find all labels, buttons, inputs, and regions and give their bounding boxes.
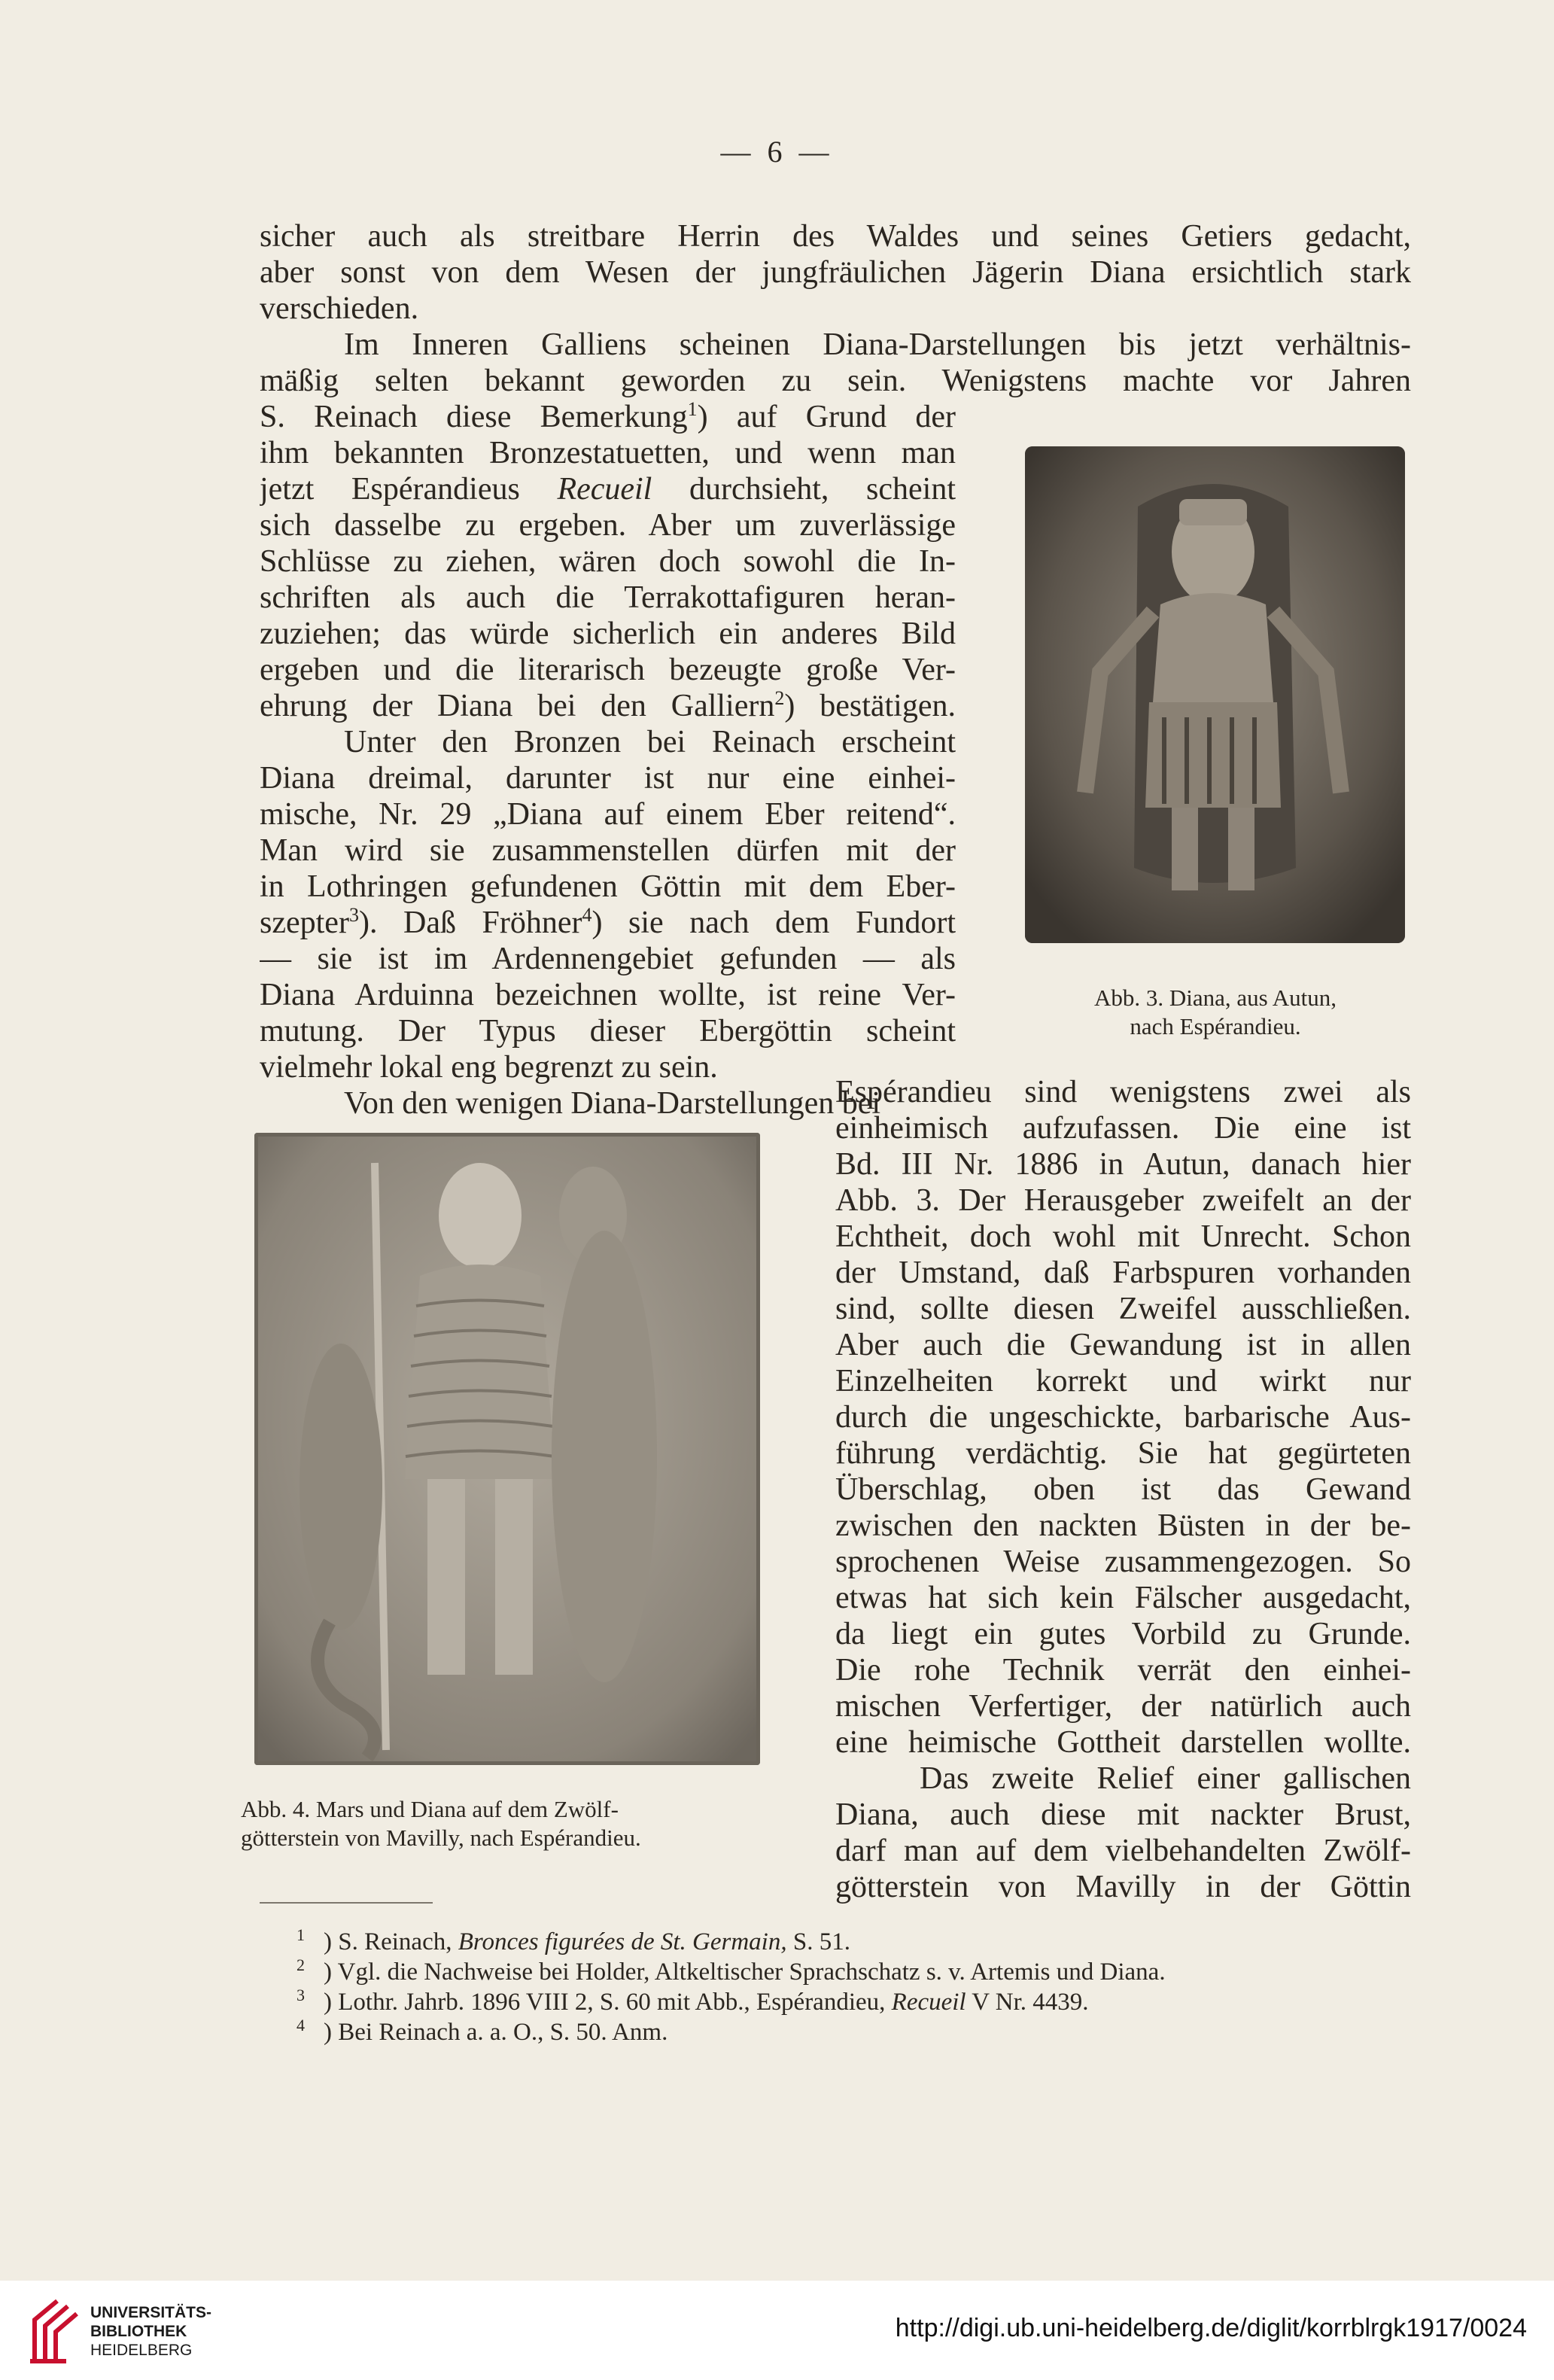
library-logo-icon [27, 2297, 81, 2365]
text-line: sprochenen Weise zusammengezogen. So [835, 1545, 1411, 1579]
footnote-ref: 4 [582, 905, 592, 926]
text-line: Die rohe Technik verrät den einhei- [835, 1653, 1411, 1688]
footnote: 2 ) Vgl. die Nachweise bei Holder, Altkeltischer Sprachschatz s. v. Artemis und Diana. [297, 1955, 1166, 1986]
text-line: Aber auch die Gewandung ist in allen [835, 1328, 1411, 1362]
footnote: 1 ) S. Reinach, Bronces figurées de St. Germain, S. 51. [297, 1925, 850, 1955]
text-line: Man wird sie zusammenstellen dürfen mit der [260, 833, 956, 868]
text-line: durch die ungeschickte, barbarische Aus- [835, 1400, 1411, 1435]
text-line: da liegt ein gutes Vorbild zu Grunde. [835, 1617, 1411, 1651]
text-line: Einzelheiten korrekt und wirkt nur [835, 1364, 1411, 1398]
text-line: Echtheit, doch wohl mit Unrecht. Schon [835, 1219, 1411, 1254]
footnote-ref: 2 [774, 688, 785, 709]
text-block-left [260, 399, 956, 1122]
text-line: aber sonst von dem Wesen der jungfräulichen Jägerin Diana ersichtlich stark [260, 255, 1411, 290]
text-line: sich dasselbe zu ergeben. Aber um zuverlässige [260, 508, 956, 543]
text-block-top [260, 218, 1411, 399]
text-line: S. Reinach diese Bemerkung$^1$) auf Grund der [260, 399, 956, 434]
library-name: UNIVERSITÄTS- BIBLIOTHEK HEIDELBERG [90, 2304, 212, 2359]
text-line: Im Inneren Galliens scheinen Diana-Darstellungen bis jetzt verhältnis- [344, 327, 1411, 362]
text-line: ihm bekannten Bronzestatuetten, und wenn man [260, 436, 956, 470]
text-line: in Lothringen gefundenen Göttin mit dem Eber- [260, 869, 956, 904]
text-line: schriften als auch die Terrakottafiguren heran- [260, 580, 956, 615]
text-line: szepter$^3$). Daß Fröhner$^4$) sie nach dem Fundort [260, 905, 956, 940]
text-line: mäßig selten bekannt geworden zu sein. Wenigstens machte vor Jahren [260, 364, 1411, 398]
text-line: Von den wenigen Diana-Darstellungen bei [344, 1086, 881, 1121]
text-line: Diana Arduinna bezeichnen wollte, ist reine Ver- [260, 978, 956, 1012]
mars-diana-relief-icon [254, 1133, 760, 1765]
text-line: Diana, auch diese mit nackter Brust, [835, 1797, 1411, 1832]
source-url-link[interactable]: http://digi.ub.uni-heidelberg.de/diglit/korrblrgk1917/0024 [895, 2314, 1527, 2342]
footnote-ref: 3 [348, 905, 359, 926]
footnote-divider [260, 1902, 433, 1904]
text-line: Bd. III Nr. 1886 in Autun, danach hier [835, 1147, 1411, 1182]
text-line: götterstein von Mavilly in der Göttin [835, 1870, 1411, 1904]
caption-line: Abb. 4. Mars und Diana auf dem Zwölf- [241, 1796, 619, 1822]
footnote: 4 ) Bei Reinach a. a. O., S. 50. Anm. [297, 2016, 668, 2046]
text-line: etwas hat sich kein Fälscher ausgedacht, [835, 1581, 1411, 1615]
text-line: ehrung der Diana bei den Galliern$^2$) bestätigen. [260, 688, 956, 723]
text-line: führung verdächtig. Sie hat gegürteten [835, 1436, 1411, 1471]
text-block-right [835, 1074, 1411, 1905]
text-line: Abb. 3. Der Herausgeber zweifelt an der [835, 1183, 1411, 1218]
text-line: Schlüsse zu ziehen, wären doch sowohl die In- [260, 544, 956, 579]
figure-3-relief-image [1025, 446, 1405, 943]
text-line: mutung. Der Typus dieser Ebergöttin scheint [260, 1014, 956, 1048]
text-line: zuziehen; das würde sicherlich ein anderes Bild [260, 616, 956, 651]
text-line: Diana dreimal, darunter ist nur eine einhei- [260, 761, 956, 796]
text-line: zwischen den nackten Büsten in der be- [835, 1508, 1411, 1543]
text-line: der Umstand, daß Farbspuren vorhanden [835, 1255, 1411, 1290]
text-line: darf man auf dem vielbehandelten Zwölf- [835, 1834, 1411, 1868]
caption-line: nach Espérandieu. [1130, 1013, 1301, 1039]
page-number: — 6 — [720, 135, 834, 169]
text-line: einheimisch aufzufassen. Die eine ist [835, 1111, 1411, 1146]
footnotes [297, 1925, 1422, 2047]
text-line: Das zweite Relief einer gallischen [920, 1761, 1411, 1796]
footnote: 3 ) Lothr. Jahrb. 1896 VIII 2, S. 60 mit Abb., Espérandieu, Recueil V Nr. 4439. [297, 1986, 1089, 2016]
footnote-ref: 1 [687, 399, 698, 420]
caption-line: götterstein von Mavilly, nach Espérandieu. [241, 1825, 641, 1851]
figure-4-caption [241, 1795, 775, 1852]
text-line: eine heimische Gottheit darstellen wollte. [835, 1725, 1411, 1760]
text-line: mische, Nr. 29 „Diana auf einem Eber reitend“. [260, 797, 956, 832]
text-line: Unter den Bronzen bei Reinach erscheint [344, 725, 956, 759]
figure-4-relief-image [254, 1133, 760, 1765]
text-line: Überschlag, oben ist das Gewand [835, 1472, 1411, 1507]
text-line: ergeben und die literarisch bezeugte große Ver- [260, 653, 956, 687]
text-line: sicher auch als streitbare Herrin des Waldes und seines Getiers gedacht, [260, 219, 1411, 254]
diana-relief-icon [1025, 446, 1405, 943]
library-footer [0, 2281, 1554, 2380]
figure-3-caption [1001, 984, 1430, 1041]
text-line: sind, sollte diesen Zweifel ausschließen. [835, 1292, 1411, 1326]
text-line: — sie ist im Ardennengebiet gefunden — als [260, 942, 956, 976]
text-line: vielmehr lokal eng begrenzt zu sein. [260, 1050, 718, 1085]
text-line: Espérandieu sind wenigstens zwei als [835, 1075, 1411, 1109]
text-line: verschieden. [260, 291, 419, 326]
text-line: jetzt Espérandieus Recueil durchsieht, scheint [260, 472, 956, 507]
text-line: mischen Verfertiger, der natürlich auch [835, 1689, 1411, 1724]
caption-line: Abb. 3. Diana, aus Autun, [1093, 985, 1337, 1011]
